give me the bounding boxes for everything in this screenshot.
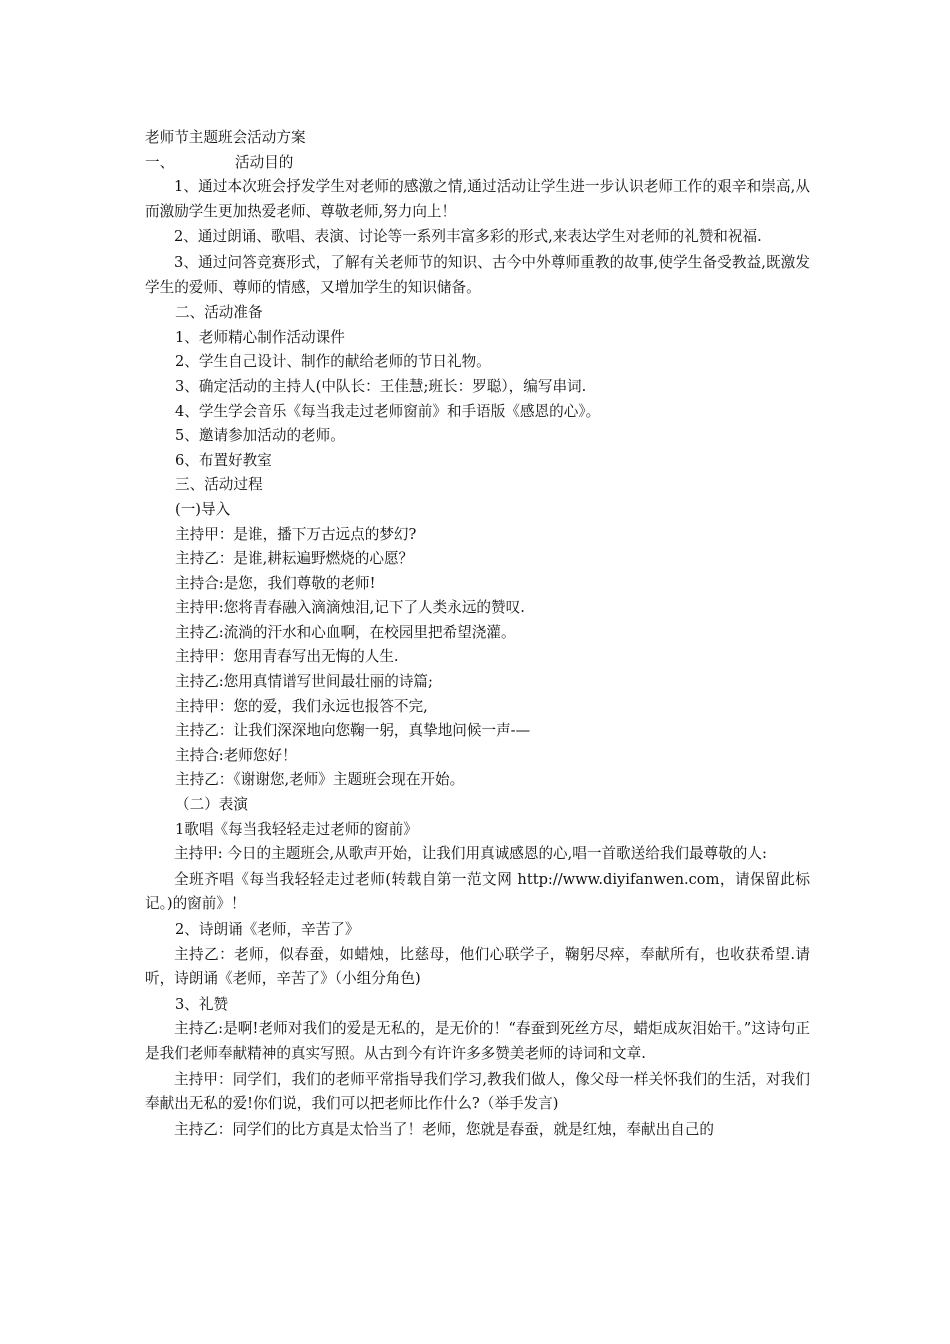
subsection-performance-heading: （二）表演: [175, 796, 248, 814]
praise-paragraph-3: 主持乙：同学们的比方真是太恰当了！老师，您就是春蚕，就是红烛，奉献出自己的: [174, 1120, 714, 1138]
dialogue-line: 主持乙：是谁,耕耘遍野燃烧的心愿？: [175, 550, 414, 568]
dialogue-line: 主持乙:流淌的汗水和心血啊，在校园里把希望浇灌。: [175, 623, 516, 641]
section-1-title: 活动目的: [235, 153, 294, 171]
prep-item: 4、学生学会音乐《每当我走过老师窗前》和手语版《感恩的心》。: [175, 402, 601, 420]
dialogue-line: 主持合:老师您好！: [175, 746, 297, 764]
dialogue-line: 主持乙：让我们深深地向您鞠一躬，真挚地问候一声-—: [175, 722, 531, 740]
dialogue-line: 主持甲：是谁，播下万古远点的梦幻?: [175, 525, 417, 543]
prep-item: 3、确定活动的主持人(中队长：王佳慧;班长：罗聪），编写串词.: [175, 377, 587, 395]
dialogue-line: 主持乙：《谢谢您,老师》主题班会现在开始。: [175, 771, 465, 789]
section-1-number: 一、: [145, 153, 175, 171]
dialogue-line: 主持合:是您，我们尊敬的老师!: [175, 574, 376, 592]
dialogue-line: 主持甲：您的爱，我们永远也报答不完,: [175, 697, 428, 715]
goal-paragraph-3: 3、通过问答竞赛形式，了解有关老师节的知识、古今中外尊师重教的故事,使学生备受教益,既激发学生的爱师、尊师的情感，又增加学生的知识储备。: [145, 253, 810, 296]
prep-item: 5、邀请参加活动的老师。: [175, 427, 345, 445]
song-paragraph-1: 主持甲: 今日的主题班会,从歌声开始，让我们用真诚感恩的心,唱一首歌送给我们最尊敬的人:: [174, 845, 767, 863]
section-2-heading: 二、活动准备: [175, 304, 263, 322]
section-1-heading: [145, 151, 810, 176]
prep-item: 2、学生自己设计、制作的献给老师的节日礼物。: [175, 353, 491, 371]
dialogue-line: 主持甲：您用青春写出无悔的人生.: [175, 648, 399, 666]
song-paragraph-2: 全班齐唱《每当我轻轻走过老师(转载自第一范文网 http://www.diyifanwen.com，请保留此标记。)的窗前》！: [145, 870, 810, 913]
dialogue-line: 主持甲:您将青春融入滴滴烛泪,记下了人类永远的赞叹.: [175, 599, 525, 617]
poem-paragraph: 主持乙：老师，似春蚕，如蜡烛，比慈母，他们心联学子，鞠躬尽瘁，奉献所有，也收获希望.请听，诗朗诵《老师，辛苦了》（小组分角色): [145, 945, 810, 988]
subsection-intro-heading: (一)导入: [175, 500, 231, 518]
prep-item: 6、布置好教室: [175, 451, 272, 469]
section-3-heading: 三、活动过程: [175, 476, 263, 494]
doc-title: 老师节主题班会活动方案: [145, 129, 306, 146]
praise-paragraph-1: 主持乙:是啊!老师对我们的爱是无私的，是无价的！“春蚕到死丝方尽，蜡炬成灰泪始干。”这诗句正是我们老师奉献精神的真实写照。从古到今有许许多多赞美老师的诗词和文章.: [145, 1020, 810, 1062]
praise-item-title: 3、礼赞: [175, 995, 229, 1013]
song-item-title: 1歌唱《每当我轻轻走过老师的窗前》: [175, 820, 418, 838]
prep-item: 1、老师精心制作活动课件: [175, 328, 345, 346]
dialogue-line: 主持乙:您用真情谱写世间最壮丽的诗篇;: [175, 673, 433, 691]
goal-paragraph-1: 1、通过本次班会抒发学生对老师的感激之情,通过活动让学生进一步认识老师工作的艰辛和崇高,从而激励学生更加热爱老师、尊敬老师,努力向上！: [145, 178, 810, 220]
document-body: [145, 126, 810, 1143]
praise-paragraph-2: 主持甲：同学们，我们的老师平常指导我们学习,教我们做人，像父母一样关怀我们的生活，对我们奉献出无私的爱!你们说，我们可以把老师比作什么?（举手发言): [145, 1070, 810, 1113]
goal-paragraph-2: 2、通过朗诵、歌唱、表演、讨论等一系列丰富多彩的形式,来表达学生对老师的礼赞和祝福.: [174, 228, 762, 246]
poem-item-title: 2、诗朗诵《老师，辛苦了》: [175, 921, 360, 938]
